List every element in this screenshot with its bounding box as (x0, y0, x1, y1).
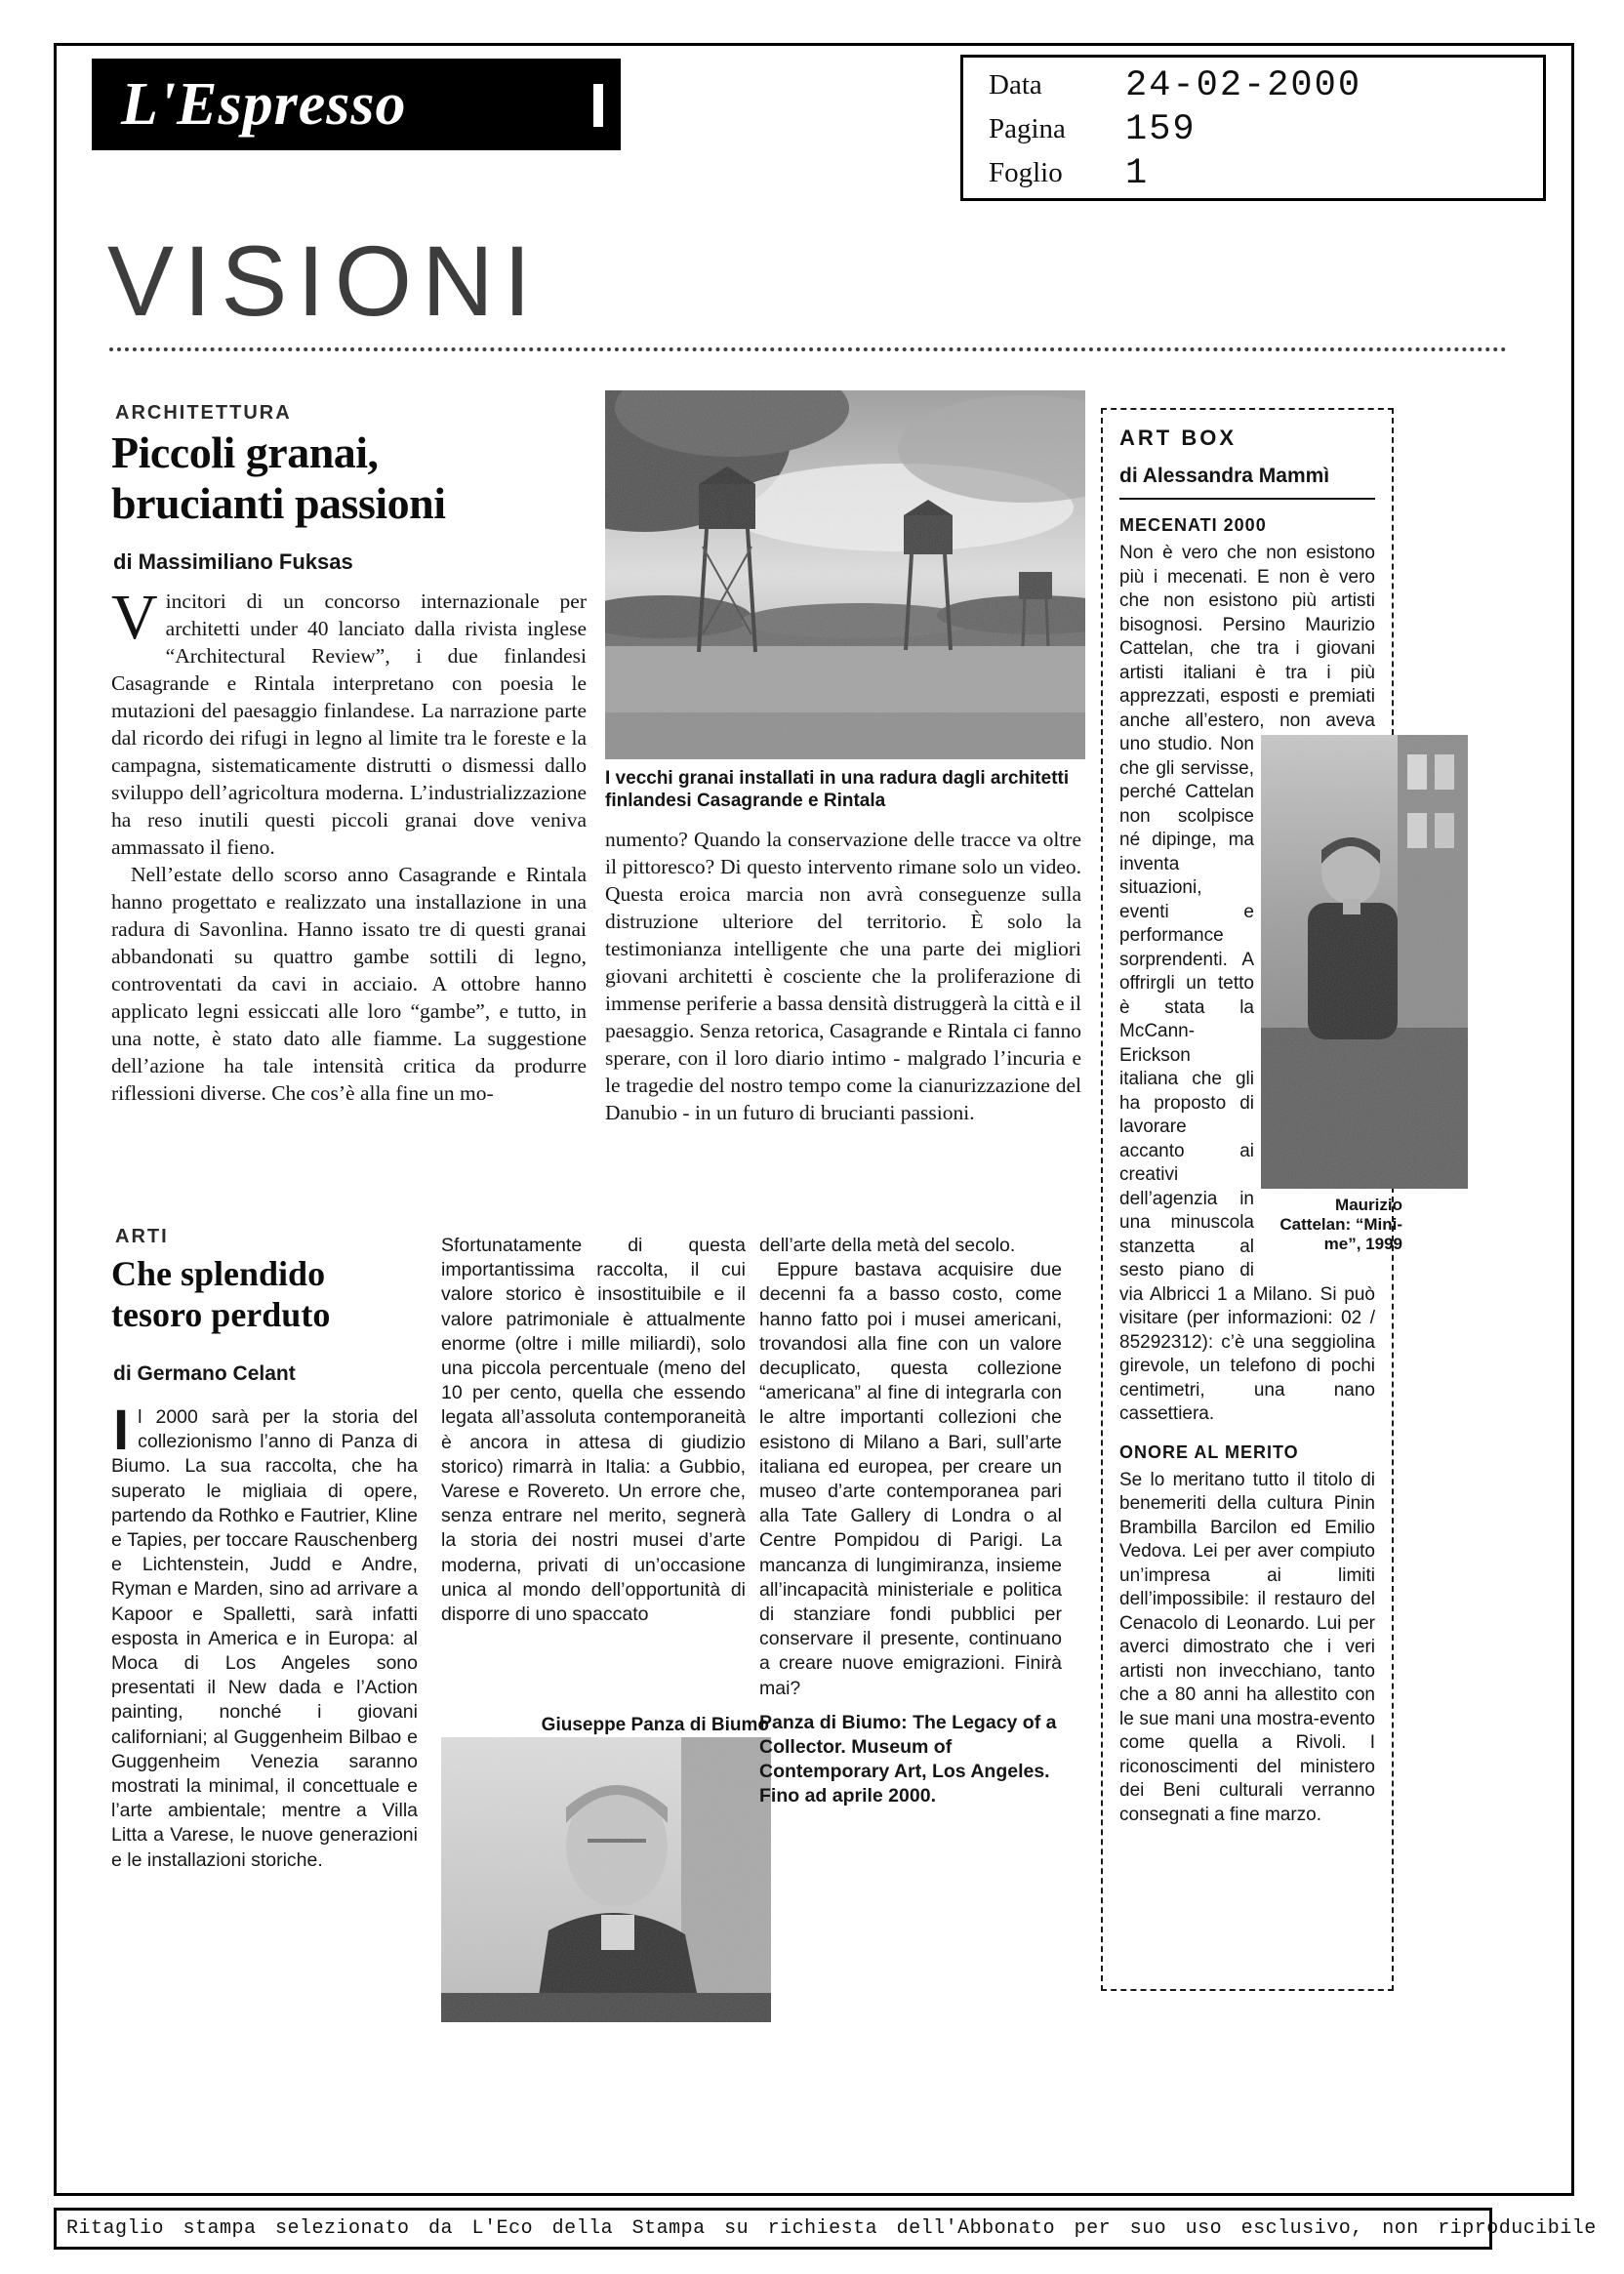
article2-column3-paragraph2: Eppure bastava acquisire due decenni fa a basso costo, come hanno fatto poi i musei americani, trovandosi alla fine con un valore decuplicato, questa collezione “americana” al fine di integrarla con le altre importanti collezioni che esistono di Milano a Bari, sull’arte italiana ed europea, per creare un museo d’arte contemporanea pari alla Tate Gallery di Londra o al Centre Pompidou di Parigi. La mancanza di lungimiranza, insieme all’incapacità ministeriale e politica di stanziare fondi pubblici per conservare il presente, continuano a creare nuove emigrazioni. Finirà mai? (759, 1259, 1062, 1699)
article2-headline-line1: Che splendido (111, 1254, 326, 1293)
meta-value-foglio: 1 (1125, 152, 1150, 194)
meta-label-data: Data (989, 69, 1042, 101)
article1-headline-line2: brucianti passioni (111, 478, 446, 528)
artbox-section1-text-a: Non è vero che non esistono più i mecenati. E non è vero che non esistono più artisti bisognosi. Persino Maurizio Cattelan, che tra i giovani artisti italiani è tra i più apprezzati, esposti e premiati anche all’estero, non aveva uno studio. (1119, 543, 1375, 754)
dotted-rule (109, 347, 1507, 351)
lespresso-logo (92, 59, 621, 150)
meta-row-pagina (989, 107, 1543, 151)
article1-paragraph-1 (111, 582, 587, 861)
article2-column1-text: l 2000 sarà per la storia del collezionismo l’anno di Panza di Biumo. La sua raccolta, che ha superato le migliaia di opere, partendo da Rothko e Fautrier, Kline e Tapies, per toccare Rauschenberg e Lichtenstein, Judd e Andre, Ryman e Marden, sino ad arrivare a Kapoor e Spalletti, sarà infatti esposta in America e in Europa: al Moca di Los Angeles sono presentati il New dada e l’Action painting, nonché i giovani californiani; al Guggenheim Bilbao e Guggenheim Venezia saranno mostrati la minimal, il concettuale e l’arte ambientale; mentre a Villa Litta a Varese, le nuove generazioni e le installazioni storiche. (111, 1406, 418, 1871)
article2-column3 (759, 1234, 1062, 1809)
article2-exhibition-credit: Panza di Biumo: The Legacy of a Collector. Museum of Contemporary Art, Los Angeles. Fino ad aprile 2000. (759, 1711, 1057, 1807)
granai-photo-image (605, 390, 1085, 759)
meta-row-data (989, 63, 1543, 107)
artbox-section1-text (1119, 542, 1402, 1427)
article1-kicker: ARCHITETTURA (115, 402, 292, 424)
article1-byline: di Massimiliano Fuksas (113, 549, 353, 574)
granai-photo (605, 390, 1085, 759)
article2-column1 (111, 1399, 418, 1873)
article2-headline-line2: tesoro perduto (111, 1295, 331, 1334)
article2-column2-text: Sfortunatamente di questa importantissima raccolta, il cui valore storico è insostituibile e il valore patrimoniale è attualmente enorme (oltre i mille miliardi), solo una piccola percentuale (meno del 10 per cento, quella che essendo legata all’assoluta contemporaneità è ancora in attesa di giudizio storico) rimarrà in Italia: a Gubbio, Varese e Rovereto. Un errore che, senza entrare nel merito, segnerà la storia dei nostri musei d’arte moderna, privati di un’occasione unica al mondo dell’opportunità di disporre di uno spaccato (441, 1235, 746, 1626)
article2-dropcap: I (113, 1399, 130, 1462)
cattelan-photo-caption: Maurizio Cattelan: “Mini-me”, 1999 (1279, 1196, 1402, 1253)
article1-headline-line1: Piccoli granai, (111, 427, 379, 477)
artbox-section2-text: Se lo meritano tutto il titolo di benemeriti della cultura Pinin Brambilla Barcilon ed Emilio Vedova. Lei per aver compiuto un’impresa ai limiti dell’impossibile: il restauro del Cenacolo di Leonardo. Lui per averci dimostrato che i veri artisti non invecchiano, tanto che a 80 anni ha allestito con le sue mani una mostra-evento come quella a Rivoli. I riconoscimenti del ministero dei Beni culturali verranno consegnati a fine marzo. (1119, 1469, 1375, 1825)
article1-dropcap: V (111, 582, 158, 653)
panza-photo-image (441, 1737, 771, 2022)
article2-column3-paragraph1: dell’arte della metà del secolo. (759, 1235, 1016, 1256)
clipping-meta-box (960, 55, 1546, 201)
logo-notch-mark (593, 84, 603, 127)
clipping-footer-strip: Ritaglio stampa selezionato da L'Eco della Stampa su richiesta dell'Abbonato per suo uso esclusivo, non riproducibile (54, 2208, 1492, 2250)
panza-photo-caption: Giuseppe Panza di Biumo (541, 1715, 769, 1735)
article1-body-column (111, 582, 587, 1107)
article1-continuation-text: numento? Quando la conservazione delle tracce va oltre il pittoresco? Di questo intervento rimane solo un video. Questa eroica marcia non avrà conseguenze sulla distruzione ulteriore del territorio. È solo la testimonianza intelligente che una parte dei migliori giovani architetti è cosciente che la proliferazione di immense periferie a bassa densità distruggerà la città e il paesaggio. Senza retorica, Casagrande e Rintala ci fanno sperare, con il loro diario intimo - malgrado l’incuria e le tragedie del nostro tempo come la cianurizzazione del Danubio - in un futuro di brucianti passioni. (605, 828, 1081, 1124)
artbox-section1-title: MECENATI 2000 (1119, 515, 1267, 535)
artbox-section1-text-b: Non che gli servisse, perché Cattelan non scolpisce né dipinge, ma inventa situazioni, eventi e performance sorprendenti. A offrirgli un tetto è stata la McCann-Erickson italiana che gli ha proposto di lavorare accanto ai creativi dell’agenzia in una minuscola stanzetta al sesto piano di via Albricci 1 a Milano. Si può visitare (per informazioni: 02 / 85292312): c’è una seggiolina girevole, un telefono di pochi centimetri, una nano cassettiera. (1119, 734, 1375, 1424)
artbox-section2-title: ONORE AL MERITO (1119, 1442, 1299, 1462)
cattelan-photo-image (1261, 735, 1468, 1189)
meta-label-pagina: Pagina (989, 113, 1066, 144)
artbox-column (1101, 408, 1402, 1991)
article2-kicker: ARTI (115, 1226, 169, 1247)
artbox-byline: di Alessandra Mammì (1119, 465, 1375, 500)
article1-paragraph-1-text: incitori di un concorso internazionale per architetti under 40 lanciato dalla rivista inglese “Architectural Review”, i due finlandesi Casagrande e Rintala interpretano con poesia le mutazioni del paesaggio finlandese. La narrazione parte dal ricordo dei rifugi in legno al limite tra le foreste e la campagna, sistematicamente distrutti o dismessi dallo sviluppo dell’agricoltura moderna. L’industrializzazione ha reso inutili questi piccoli granai dove veniva ammassato il fieno. (111, 589, 587, 859)
article1-continuation-column (605, 826, 1081, 1126)
cattelan-photo (1261, 735, 1402, 1269)
panza-photo (441, 1737, 771, 2022)
section-title-visioni: VISIONI (107, 225, 542, 337)
lespresso-logo-text: L'Espresso (121, 70, 407, 138)
article1-headline (111, 427, 446, 529)
article1-paragraph-2: Nell’estate dello scorso anno Casagrande e Rintala hanno progettato e realizzato una installazione in una radura di Savonlina. Hanno issato tre di questi granai abbandonati su quattro gambe sottili di legno, controventati da cavi in acciaio. A ottobre hanno applicato legni essiccati alle loro “gambe”, e tutto, in una notte, è stato dato alle fiamme. La suggestione dell’azione ha tale intensità critica da produrre riflessioni diverse. Che cos’è alla fine un mo- (111, 863, 587, 1105)
granai-photo-caption: I vecchi granai installati in una radura dagli architetti finlandesi Casagrande e Rintala (605, 768, 1070, 811)
meta-value-data: 24-02-2000 (1125, 64, 1362, 106)
artbox-title: ART BOX (1119, 426, 1237, 450)
article2-headline (111, 1253, 330, 1335)
meta-row-foglio (989, 151, 1543, 195)
article2-column2 (441, 1234, 746, 1627)
meta-label-foglio: Foglio (989, 157, 1063, 188)
meta-value-pagina: 159 (1125, 108, 1197, 150)
article2-column1-paragraph (111, 1399, 418, 1873)
article2-byline: di Germano Celant (113, 1362, 296, 1385)
